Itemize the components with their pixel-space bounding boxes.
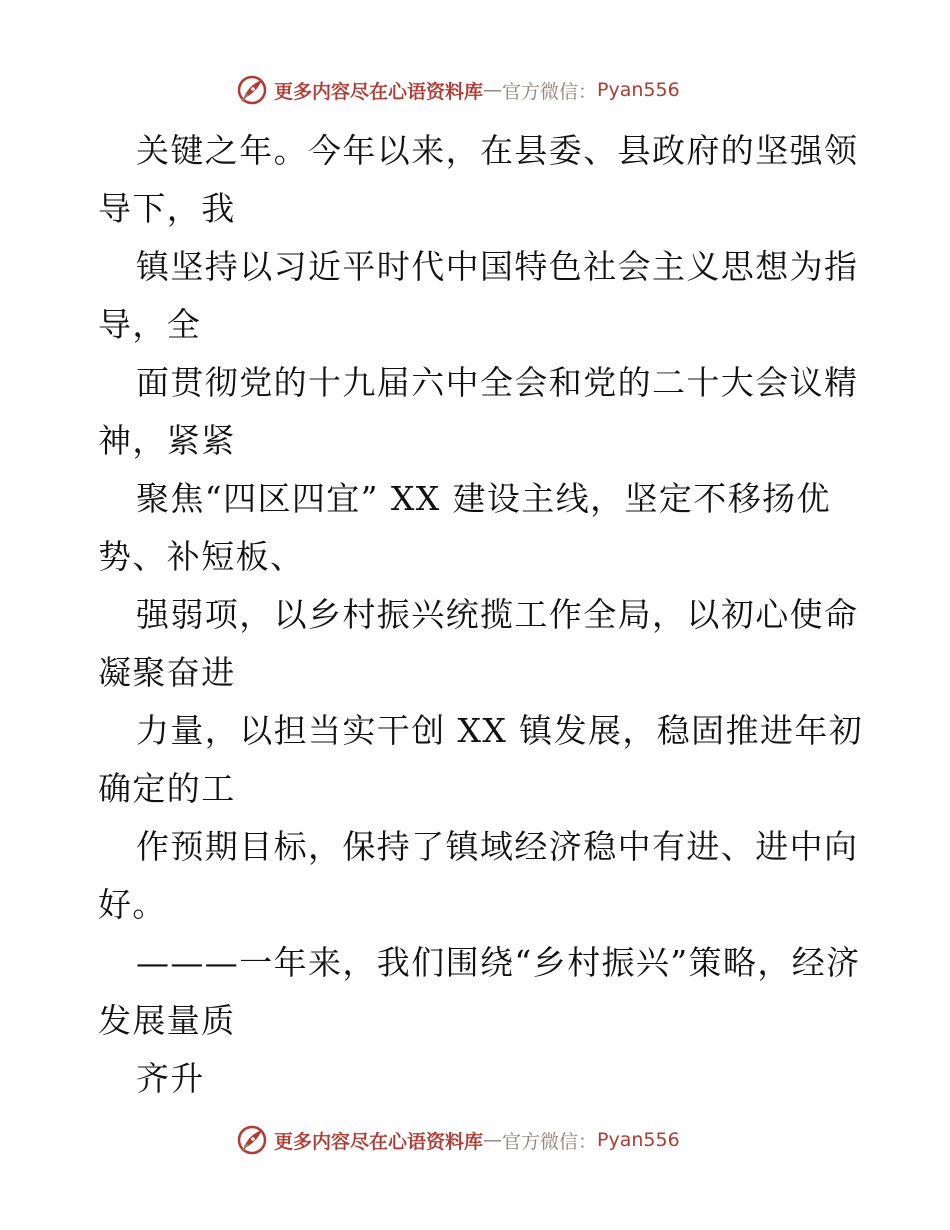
pen-nib-logo-icon [236, 74, 268, 106]
body-line: 面贯彻党的十九届六中全会和党的二十大会议精 [136, 363, 859, 402]
body-line: 强弱项，以乡村振兴统揽工作全局，以初心使命 [136, 595, 859, 634]
body-line: 聚焦“四区四宜” XX 建设主线，坚定不移扬优 [136, 479, 831, 518]
pen-nib-logo-icon [236, 1124, 268, 1156]
body-line: 神，紧紧 [98, 421, 236, 460]
body-line: 凝聚奋进 [98, 653, 236, 692]
banner-wechat-label: 官方微信： [502, 1130, 598, 1153]
banner-wechat-id: Pyan556 [597, 1129, 680, 1151]
body-line: 镇坚持以习近平时代中国特色社会主义思想为指 [136, 247, 859, 286]
banner-wechat-label: 官方微信： [502, 80, 598, 103]
banner-separator: — [483, 1129, 503, 1151]
body-line: 关键之年。今年以来，在县委、县政府的坚强领 [136, 131, 859, 170]
body-line: 导，全 [98, 305, 202, 344]
body-line: 好。 [98, 885, 167, 924]
body-line: 齐升 [136, 1059, 205, 1098]
banner-site-name: 更多内容尽在心语资料库 [274, 1130, 484, 1153]
banner-separator: — [483, 79, 503, 101]
banner-site-name: 更多内容尽在心语资料库 [274, 80, 484, 103]
body-line: 作预期目标，保持了镇域经济稳中有进、进中向 [136, 827, 859, 866]
banner-wechat-id: Pyan556 [597, 79, 680, 101]
body-line: 势、补短板、 [98, 537, 305, 576]
body-line: ———一年来，我们围绕“乡村振兴”策略，经济 [136, 943, 861, 982]
body-line: 发展量质 [98, 1001, 236, 1040]
body-line: 力量，以担当实干创 XX 镇发展，稳固推进年初 [136, 711, 864, 750]
header-banner[interactable] [236, 73, 680, 107]
footer-banner[interactable] [236, 1123, 680, 1157]
body-line: 确定的工 [98, 769, 236, 808]
body-line: 导下，我 [98, 189, 236, 228]
document-body [98, 122, 868, 1108]
